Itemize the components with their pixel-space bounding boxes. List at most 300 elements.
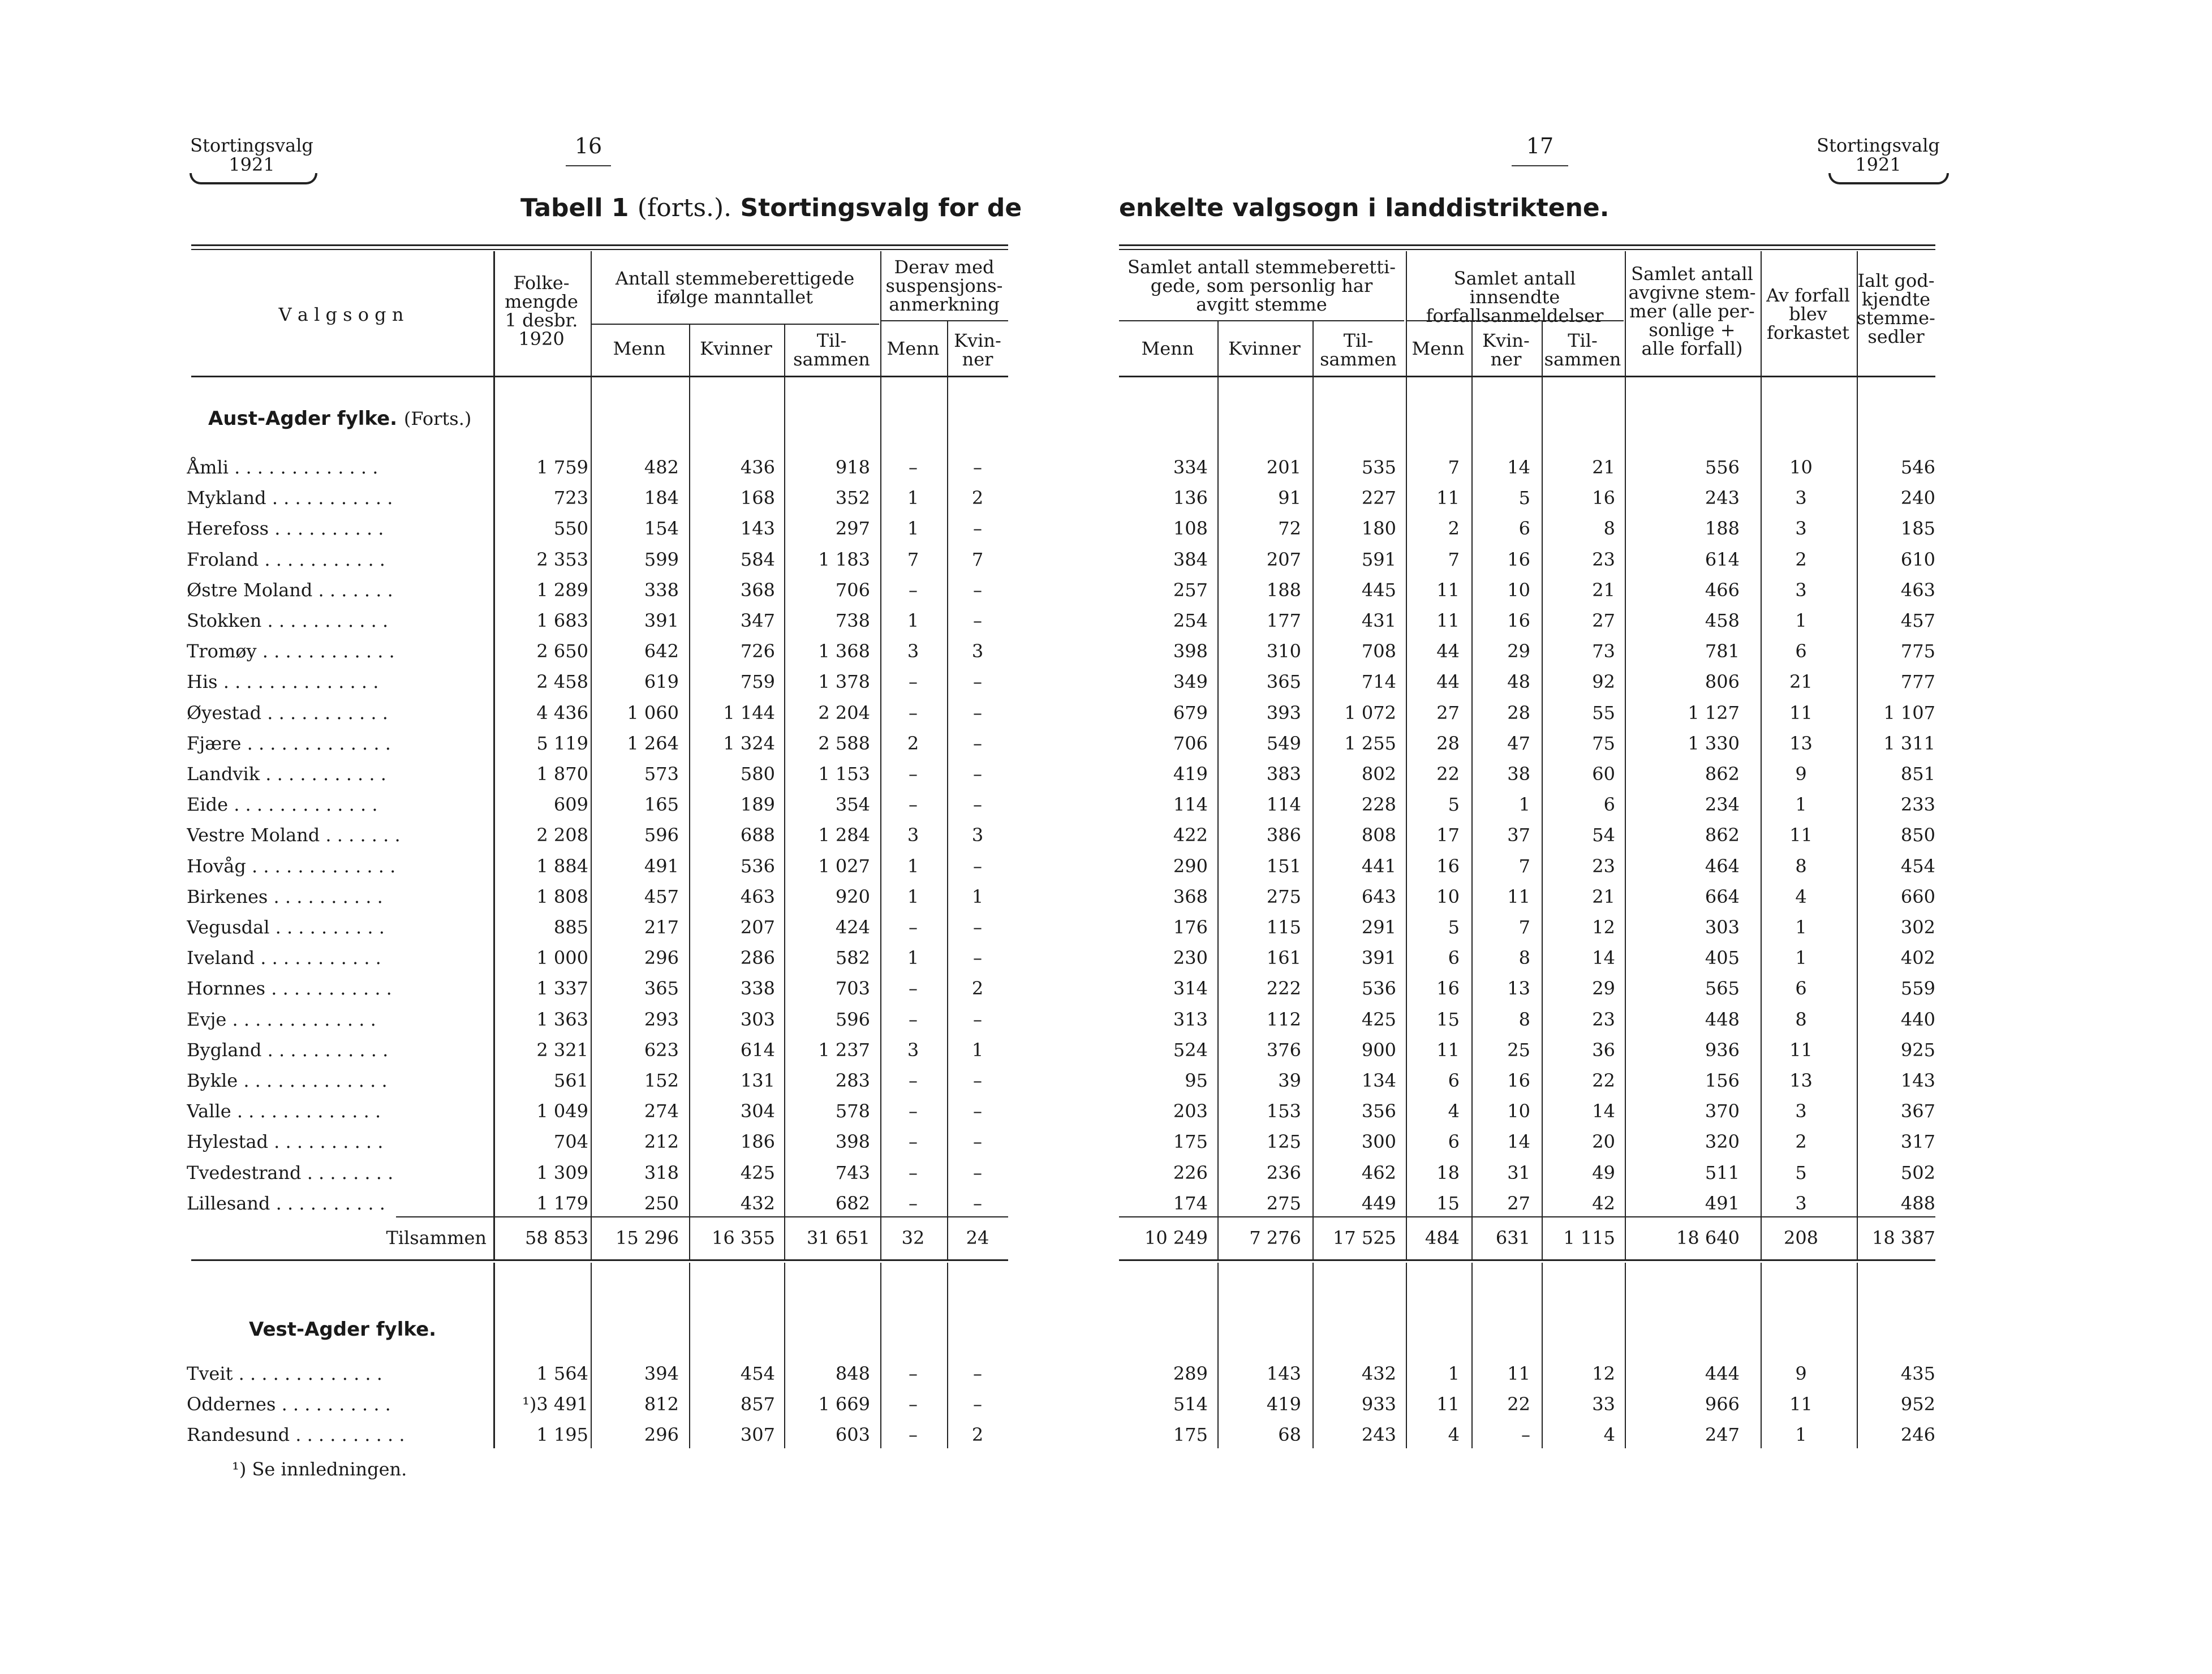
table-cell: 391 bbox=[644, 610, 679, 631]
table-cell: 440 bbox=[1900, 1008, 1935, 1030]
table-cell: 857 bbox=[740, 1393, 775, 1415]
table-cell: 207 bbox=[740, 916, 775, 938]
col-header-samlet-innsendte: Samlet antall innsendte forfallsanmeldelser bbox=[1426, 268, 1604, 326]
row-label: Østre Moland . . . . . . . bbox=[187, 579, 393, 601]
table-cell: 222 bbox=[1266, 978, 1301, 1000]
table-cell: 1 bbox=[1795, 947, 1807, 969]
table-cell: 425 bbox=[740, 1161, 775, 1184]
body-column-rule bbox=[1857, 1263, 1858, 1448]
table-cell: 1 bbox=[907, 855, 919, 877]
table-cell: 463 bbox=[1900, 579, 1935, 601]
table-cell: 31 bbox=[1507, 1161, 1530, 1184]
table-cell: 376 bbox=[1266, 1039, 1301, 1061]
table-cell: 5 bbox=[1795, 1161, 1807, 1184]
table-cell: 175 bbox=[1173, 1424, 1208, 1446]
table-cell: 68 bbox=[1278, 1424, 1301, 1446]
table-cell: 349 bbox=[1173, 671, 1208, 693]
table-cell: – bbox=[909, 763, 918, 785]
table-cell: – bbox=[973, 1393, 982, 1415]
table-cell: 550 bbox=[553, 518, 588, 540]
table-cell: 11 bbox=[1789, 824, 1813, 846]
table-cell: 3 bbox=[907, 1039, 919, 1061]
table-cell: 368 bbox=[740, 579, 775, 601]
table-cell: 862 bbox=[1705, 763, 1740, 785]
table-cell: 3 bbox=[907, 640, 919, 662]
table-cell: 462 bbox=[1361, 1161, 1396, 1184]
table-cell: 274 bbox=[644, 1100, 679, 1122]
row-label: Tromøy . . . . . . . . . . . . bbox=[187, 640, 395, 662]
table-cell: 203 bbox=[1173, 1100, 1208, 1122]
table-cell: 384 bbox=[1173, 548, 1208, 570]
header-column-rule bbox=[1471, 320, 1473, 376]
top-rule-right-1 bbox=[1119, 244, 1935, 246]
table-cell: 1 669 bbox=[818, 1393, 870, 1415]
table-cell: 5 bbox=[1518, 487, 1530, 509]
table-cell: 29 bbox=[1507, 640, 1530, 662]
table-cell: 108 bbox=[1173, 518, 1208, 540]
table-cell: 8 bbox=[1518, 947, 1530, 969]
table-cell: 706 bbox=[835, 579, 870, 601]
col-header-valgsogn: V a l g s o g n bbox=[278, 304, 404, 325]
table-cell: 454 bbox=[1900, 855, 1935, 877]
page-number-left: 16 bbox=[574, 134, 603, 158]
table-cell: 514 bbox=[1173, 1393, 1208, 1415]
total-rule-bottom-left bbox=[191, 1259, 1008, 1261]
row-label: Birkenes . . . . . . . . . . bbox=[187, 885, 383, 907]
table-cell: 812 bbox=[644, 1393, 679, 1415]
table-cell: 2 353 bbox=[536, 548, 588, 570]
table-cell: 293 bbox=[644, 1008, 679, 1030]
table-cell: 781 bbox=[1705, 640, 1740, 662]
table-cell: 16 bbox=[1436, 855, 1460, 877]
table-cell: 352 bbox=[835, 487, 870, 509]
table-cell: 12 bbox=[1592, 916, 1615, 938]
header-column-rule bbox=[1542, 320, 1543, 376]
table-cell: 466 bbox=[1705, 579, 1740, 601]
table-cell: 156 bbox=[1705, 1070, 1740, 1091]
table-cell: 95 bbox=[1185, 1070, 1208, 1091]
table-cell: 114 bbox=[1266, 794, 1301, 816]
table-cell: 12 bbox=[1592, 1363, 1615, 1384]
table-cell: 1 884 bbox=[536, 855, 588, 877]
table-cell: 1 311 bbox=[1883, 732, 1935, 754]
total-cell: 58 853 bbox=[525, 1227, 588, 1249]
col-header-antall-kvinner: Kvinner bbox=[700, 338, 772, 359]
table-cell: 72 bbox=[1278, 518, 1301, 540]
row-label: Hornnes . . . . . . . . . . . bbox=[187, 978, 392, 1000]
row-label: Evje . . . . . . . . . . . . . bbox=[187, 1008, 376, 1030]
table-cell: 7 bbox=[971, 548, 984, 570]
table-cell: 449 bbox=[1361, 1192, 1396, 1214]
table-cell: 234 bbox=[1705, 794, 1740, 816]
total-cell: 18 640 bbox=[1676, 1227, 1740, 1249]
table-cell: 1 378 bbox=[818, 671, 870, 693]
table-cell: 642 bbox=[644, 640, 679, 662]
table-cell: 559 bbox=[1900, 978, 1935, 1000]
table-cell: 37 bbox=[1507, 824, 1530, 846]
table-cell: 952 bbox=[1900, 1393, 1935, 1415]
table-cell: 723 bbox=[553, 487, 588, 509]
table-cell: 8 bbox=[1518, 1008, 1530, 1030]
table-cell: 565 bbox=[1705, 978, 1740, 1000]
col-header-samlet-personlig: Samlet antall stemmeberetti- gede, som personlig har avgitt stemme bbox=[1127, 256, 1396, 315]
table-cell: – bbox=[1521, 1424, 1530, 1446]
table-cell: 5 bbox=[1448, 916, 1460, 938]
table-cell: 2 204 bbox=[818, 702, 870, 724]
table-cell: 688 bbox=[740, 824, 775, 846]
table-cell: 3 bbox=[1795, 487, 1807, 509]
table-cell: 73 bbox=[1592, 640, 1615, 662]
table-cell: 8 bbox=[1795, 1008, 1807, 1030]
subhead-rule-antall bbox=[591, 324, 879, 325]
table-cell: 1 255 bbox=[1344, 732, 1396, 754]
table-cell: 11 bbox=[1789, 1039, 1813, 1061]
table-title-label: Tabell 1 bbox=[520, 193, 629, 222]
table-cell: – bbox=[973, 732, 982, 754]
table-cell: 1 bbox=[907, 947, 919, 969]
table-cell: 11 bbox=[1436, 487, 1460, 509]
table-cell: 283 bbox=[835, 1070, 870, 1091]
table-cell: 368 bbox=[1173, 885, 1208, 907]
table-cell: ¹)3 491 bbox=[522, 1393, 588, 1415]
table-cell: – bbox=[973, 1192, 982, 1214]
table-cell: 143 bbox=[740, 518, 775, 540]
table-cell: 10 bbox=[1507, 1100, 1530, 1122]
table-cell: 165 bbox=[644, 794, 679, 816]
table-cell: 1 bbox=[1518, 794, 1530, 816]
total-rule-top-right bbox=[1119, 1216, 1935, 1217]
table-cell: 609 bbox=[553, 794, 588, 816]
table-cell: 23 bbox=[1592, 548, 1615, 570]
table-cell: – bbox=[973, 1070, 982, 1091]
running-head-right-year: 1921 bbox=[1855, 154, 1901, 175]
table-cell: 1 683 bbox=[536, 610, 588, 631]
table-cell: 1 330 bbox=[1688, 732, 1740, 754]
table-cell: 6 bbox=[1795, 640, 1807, 662]
table-cell: 848 bbox=[835, 1363, 870, 1384]
table-cell: 2 650 bbox=[536, 640, 588, 662]
table-cell: 850 bbox=[1900, 824, 1935, 846]
top-rule-right-2 bbox=[1119, 249, 1935, 250]
col-header-personlig-kvinner: Kvinner bbox=[1228, 338, 1301, 359]
row-label: Valle . . . . . . . . . . . . . bbox=[187, 1100, 381, 1122]
table-cell: 482 bbox=[644, 457, 679, 478]
section-title-name: Aust-Agder fylke. bbox=[208, 407, 404, 430]
table-cell: – bbox=[973, 794, 982, 816]
table-cell: 21 bbox=[1592, 457, 1615, 478]
total-cell: 1 115 bbox=[1563, 1227, 1615, 1249]
table-cell: 1 759 bbox=[536, 457, 588, 478]
table-cell: 257 bbox=[1173, 579, 1208, 601]
table-cell: 573 bbox=[644, 763, 679, 785]
col-header-derav-group: Derav med suspensjons- anmerkning bbox=[885, 256, 1003, 315]
table-cell: 535 bbox=[1361, 457, 1396, 478]
page-number-right-rule bbox=[1512, 165, 1568, 166]
table-cell: 1 183 bbox=[818, 548, 870, 570]
table-cell: 704 bbox=[553, 1131, 588, 1153]
table-cell: 290 bbox=[1173, 855, 1208, 877]
table-cell: 6 bbox=[1795, 978, 1807, 1000]
table-cell: 17 bbox=[1436, 824, 1460, 846]
table-cell: 55 bbox=[1592, 702, 1615, 724]
table-cell: – bbox=[909, 978, 918, 1000]
col-header-antall-group: Antall stemmeberettigede ifølge manntallet bbox=[615, 268, 855, 308]
row-label: Landvik . . . . . . . . . . . bbox=[187, 763, 386, 785]
table-cell: 174 bbox=[1173, 1192, 1208, 1214]
table-cell: 275 bbox=[1266, 1192, 1301, 1214]
table-cell: 441 bbox=[1361, 855, 1396, 877]
table-cell: 425 bbox=[1361, 1008, 1396, 1030]
footnote: ¹) Se innledningen. bbox=[232, 1458, 407, 1480]
table-cell: 862 bbox=[1705, 824, 1740, 846]
table-cell: 726 bbox=[740, 640, 775, 662]
table-cell: 7 bbox=[1448, 548, 1460, 570]
table-cell: 10 bbox=[1507, 579, 1530, 601]
total-cell: 32 bbox=[901, 1227, 925, 1249]
table-cell: 1 bbox=[971, 1039, 984, 1061]
table-cell: 180 bbox=[1361, 518, 1396, 540]
table-cell: – bbox=[973, 457, 982, 478]
table-cell: 424 bbox=[835, 916, 870, 938]
table-cell: 134 bbox=[1361, 1070, 1396, 1091]
table-cell: 314 bbox=[1173, 978, 1208, 1000]
table-cell: 619 bbox=[644, 671, 679, 693]
table-cell: 398 bbox=[835, 1131, 870, 1153]
row-label: Hylestad . . . . . . . . . . bbox=[187, 1131, 384, 1153]
table-cell: 391 bbox=[1361, 947, 1396, 969]
table-cell: 536 bbox=[740, 855, 775, 877]
table-cell: 8 bbox=[1603, 518, 1615, 540]
table-cell: 304 bbox=[740, 1100, 775, 1122]
table-cell: 1 bbox=[1795, 1424, 1807, 1446]
table-cell: 14 bbox=[1507, 457, 1530, 478]
header-column-rule bbox=[1857, 251, 1858, 376]
table-cell: 6 bbox=[1603, 794, 1615, 816]
header-column-rule bbox=[1625, 251, 1626, 376]
table-cell: 708 bbox=[1361, 640, 1396, 662]
table-cell: 596 bbox=[835, 1008, 870, 1030]
table-cell: 610 bbox=[1900, 548, 1935, 570]
table-cell: 15 bbox=[1436, 1192, 1460, 1214]
table-cell: 11 bbox=[1507, 1363, 1530, 1384]
table-cell: 1 bbox=[907, 885, 919, 907]
body-column-rule bbox=[493, 1263, 495, 1448]
table-cell: 28 bbox=[1507, 702, 1530, 724]
table-cell: 1 337 bbox=[536, 978, 588, 1000]
table-cell: 402 bbox=[1900, 947, 1935, 969]
page-number-left-rule bbox=[566, 165, 611, 166]
table-cell: – bbox=[909, 1100, 918, 1122]
table-cell: 398 bbox=[1173, 640, 1208, 662]
table-cell: 448 bbox=[1705, 1008, 1740, 1030]
row-label: Bykle . . . . . . . . . . . . . bbox=[187, 1070, 388, 1091]
table-cell: 1 000 bbox=[536, 947, 588, 969]
table-cell: 313 bbox=[1173, 1008, 1208, 1030]
table-cell: 2 bbox=[971, 978, 984, 1000]
table-cell: 6 bbox=[1448, 947, 1460, 969]
table-cell: 47 bbox=[1507, 732, 1530, 754]
table-cell: 188 bbox=[1266, 579, 1301, 601]
table-cell: 536 bbox=[1361, 978, 1396, 1000]
table-cell: – bbox=[973, 702, 982, 724]
table-cell: 303 bbox=[740, 1008, 775, 1030]
table-cell: 11 bbox=[1436, 1039, 1460, 1061]
table-cell: 457 bbox=[1900, 610, 1935, 631]
table-cell: 1 bbox=[1795, 610, 1807, 631]
table-cell: – bbox=[909, 1161, 918, 1184]
table-cell: 1 368 bbox=[818, 640, 870, 662]
table-cell: – bbox=[973, 763, 982, 785]
table-cell: 1 bbox=[907, 610, 919, 631]
table-cell: 851 bbox=[1900, 763, 1935, 785]
table-cell: 431 bbox=[1361, 610, 1396, 631]
table-cell: 247 bbox=[1705, 1424, 1740, 1446]
total-cell: 24 bbox=[966, 1227, 989, 1249]
table-cell: 22 bbox=[1592, 1070, 1615, 1091]
table-cell: 463 bbox=[740, 885, 775, 907]
table-cell: 436 bbox=[740, 457, 775, 478]
table-cell: 20 bbox=[1592, 1131, 1615, 1153]
table-cell: 13 bbox=[1507, 978, 1530, 1000]
table-cell: 6 bbox=[1448, 1131, 1460, 1153]
table-cell: 3 bbox=[1795, 1100, 1807, 1122]
row-label: Iveland . . . . . . . . . . . bbox=[187, 947, 381, 969]
row-label: Eide . . . . . . . . . . . . . bbox=[187, 794, 378, 816]
table-cell: 201 bbox=[1266, 457, 1301, 478]
table-cell: 297 bbox=[835, 518, 870, 540]
table-cell: 29 bbox=[1592, 978, 1615, 1000]
table-cell: 643 bbox=[1361, 885, 1396, 907]
table-cell: 226 bbox=[1173, 1161, 1208, 1184]
table-cell: 14 bbox=[1592, 1100, 1615, 1122]
body-column-rule bbox=[1471, 1263, 1473, 1448]
body-column-rule bbox=[689, 1263, 690, 1448]
col-header-innsendte-kvinner: Kvin- ner bbox=[1482, 330, 1530, 370]
running-head-right-label: Stortingsvalg bbox=[1817, 135, 1940, 156]
table-cell: 275 bbox=[1266, 885, 1301, 907]
section-title: Vest-Agder fylke. bbox=[249, 1318, 437, 1341]
table-cell: 511 bbox=[1705, 1161, 1740, 1184]
row-label: Øyestad . . . . . . . . . . . bbox=[187, 702, 388, 724]
total-cell: 484 bbox=[1425, 1227, 1460, 1249]
table-cell: 1 bbox=[1795, 794, 1807, 816]
body-column-rule bbox=[1312, 1263, 1314, 1448]
table-cell: 49 bbox=[1592, 1161, 1615, 1184]
table-cell: 808 bbox=[1361, 824, 1396, 846]
table-cell: 584 bbox=[740, 548, 775, 570]
running-head-left bbox=[187, 136, 317, 174]
table-cell: 154 bbox=[644, 518, 679, 540]
subhead-rule-derav bbox=[880, 320, 1008, 321]
table-cell: – bbox=[973, 518, 982, 540]
table-cell: 217 bbox=[644, 916, 679, 938]
table-cell: 5 119 bbox=[536, 732, 588, 754]
table-cell: 318 bbox=[644, 1161, 679, 1184]
table-cell: 4 436 bbox=[536, 702, 588, 724]
table-cell: 1 153 bbox=[818, 763, 870, 785]
table-cell: 502 bbox=[1900, 1161, 1935, 1184]
table-cell: 1 144 bbox=[723, 702, 775, 724]
col-header-ialt: Ialt god- kjendte stemme- sedler bbox=[1857, 270, 1935, 347]
table-cell: 246 bbox=[1900, 1424, 1935, 1446]
table-cell: 27 bbox=[1436, 702, 1460, 724]
table-cell: 7 bbox=[1518, 916, 1530, 938]
table-cell: 614 bbox=[740, 1039, 775, 1061]
table-cell: 6 bbox=[1448, 1070, 1460, 1091]
table-cell: 1 bbox=[907, 518, 919, 540]
table-cell: 302 bbox=[1900, 916, 1935, 938]
header-column-rule bbox=[784, 324, 785, 376]
table-cell: 168 bbox=[740, 487, 775, 509]
table-cell: 4 bbox=[1795, 885, 1807, 907]
table-cell: 13 bbox=[1789, 732, 1813, 754]
table-cell: 136 bbox=[1173, 487, 1208, 509]
table-cell: 14 bbox=[1592, 947, 1615, 969]
table-cell: 11 bbox=[1436, 610, 1460, 631]
table-cell: 706 bbox=[1173, 732, 1208, 754]
table-cell: 4 bbox=[1448, 1424, 1460, 1446]
table-cell: 1 195 bbox=[536, 1424, 588, 1446]
section-title bbox=[208, 407, 471, 430]
table-cell: 38 bbox=[1507, 763, 1530, 785]
table-cell: 296 bbox=[644, 947, 679, 969]
table-cell: 10 bbox=[1436, 885, 1460, 907]
table-cell: 1 870 bbox=[536, 763, 588, 785]
row-label: Tveit . . . . . . . . . . . . . bbox=[187, 1363, 382, 1384]
table-cell: 354 bbox=[835, 794, 870, 816]
table-cell: 367 bbox=[1900, 1100, 1935, 1122]
table-cell: 9 bbox=[1795, 1363, 1807, 1384]
table-cell: 3 bbox=[1795, 518, 1807, 540]
table-cell: 236 bbox=[1266, 1161, 1301, 1184]
row-label: Vegusdal . . . . . . . . . . bbox=[187, 916, 385, 938]
table-cell: 25 bbox=[1507, 1039, 1530, 1061]
table-cell: 186 bbox=[740, 1131, 775, 1153]
col-header-innsendte-tilsammen: Til- sammen bbox=[1544, 330, 1621, 370]
table-cell: 161 bbox=[1266, 947, 1301, 969]
table-cell: 432 bbox=[1361, 1363, 1396, 1384]
table-cell: 233 bbox=[1900, 794, 1935, 816]
table-cell: – bbox=[973, 1008, 982, 1030]
table-cell: 114 bbox=[1173, 794, 1208, 816]
table-cell: 11 bbox=[1789, 702, 1813, 724]
table-cell: 153 bbox=[1266, 1100, 1301, 1122]
table-cell: 802 bbox=[1361, 763, 1396, 785]
table-cell: 243 bbox=[1361, 1424, 1396, 1446]
table-cell: – bbox=[973, 610, 982, 631]
table-cell: 806 bbox=[1705, 671, 1740, 693]
table-cell: 185 bbox=[1900, 518, 1935, 540]
table-cell: 1 808 bbox=[536, 885, 588, 907]
table-cell: 39 bbox=[1278, 1070, 1301, 1091]
table-cell: 591 bbox=[1361, 548, 1396, 570]
table-cell: 48 bbox=[1507, 671, 1530, 693]
table-cell: 9 bbox=[1795, 763, 1807, 785]
table-cell: 54 bbox=[1592, 824, 1615, 846]
table-cell: 14 bbox=[1507, 1131, 1530, 1153]
col-header-innsendte-menn: Menn bbox=[1411, 338, 1465, 359]
table-cell: 578 bbox=[835, 1100, 870, 1122]
table-cell: 207 bbox=[1266, 548, 1301, 570]
table-cell: 228 bbox=[1361, 794, 1396, 816]
total-cell: 31 651 bbox=[807, 1227, 870, 1249]
row-label: Froland . . . . . . . . . . . bbox=[187, 548, 385, 570]
table-cell: 422 bbox=[1173, 824, 1208, 846]
row-label: Åmli . . . . . . . . . . . . . bbox=[187, 457, 378, 478]
table-cell: 307 bbox=[740, 1424, 775, 1446]
table-cell: 1 264 bbox=[627, 732, 679, 754]
table-cell: 175 bbox=[1173, 1131, 1208, 1153]
